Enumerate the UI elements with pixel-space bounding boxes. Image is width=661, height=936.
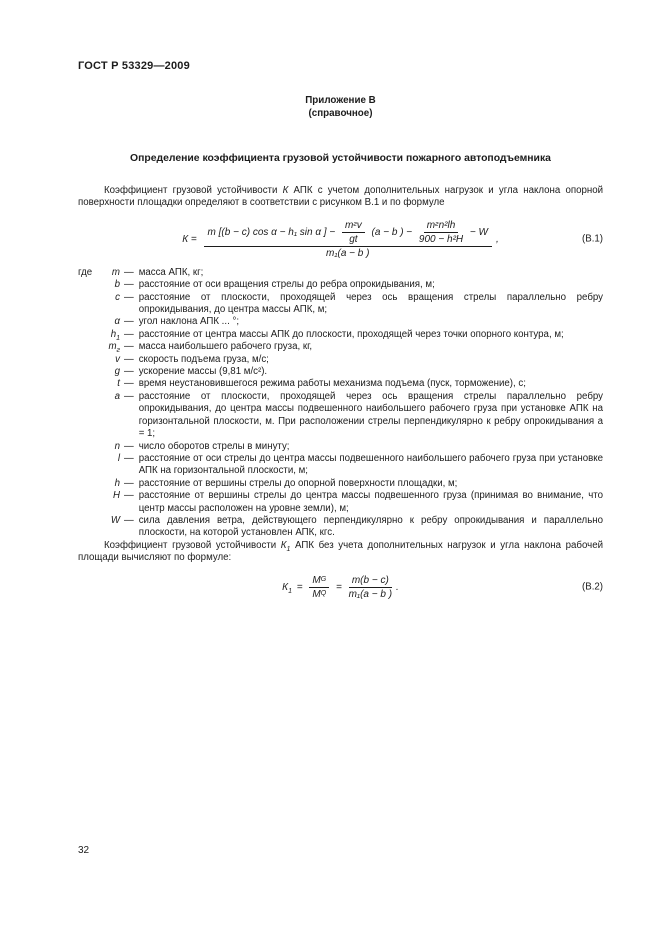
- b2-frac1-den-base: M: [312, 588, 321, 600]
- term-symbol: m: [111, 266, 120, 278]
- definitions-lead-empty: [78, 366, 102, 378]
- term-symbol: a: [114, 390, 120, 402]
- term-symbol: m: [108, 341, 117, 353]
- formula-b1-numerator: [204, 220, 492, 247]
- definition-term: [102, 478, 120, 490]
- formula-b2-fraction-2: [349, 575, 392, 600]
- term-symbol: h: [110, 328, 117, 340]
- definitions-lead-empty: [78, 292, 102, 317]
- formula-b1-inner-fraction-1: [342, 220, 365, 245]
- definition-row: [78, 316, 603, 328]
- definition-desc: расстояние от оси вращения стрелы до ребра опрокидывания, м;: [138, 279, 435, 291]
- definitions-lead-empty: [78, 378, 102, 390]
- formula-b1-frac1-num: m г v: [342, 220, 365, 233]
- formula-b1-between: (a − b ) −: [368, 226, 415, 238]
- term-symbol: g: [114, 366, 120, 378]
- definition-term: [102, 279, 120, 291]
- definition-row: [78, 329, 603, 341]
- formula-b1-frac1-den: gt: [349, 233, 358, 245]
- definitions-lead-empty: [78, 391, 102, 441]
- definition-row: [78, 378, 603, 390]
- term-symbol: H: [113, 490, 120, 502]
- formula-b2-lhs: [282, 582, 292, 593]
- term-sub: 1: [116, 334, 120, 342]
- definition-term: [102, 378, 120, 390]
- definition-row: [78, 478, 603, 490]
- definition-row: [78, 279, 603, 291]
- definitions-lead-empty: [78, 453, 102, 478]
- second-paragraph: [78, 540, 603, 565]
- definition-desc: масса наибольшего рабочего груза, кг,: [138, 341, 313, 353]
- formula-b2-frac1-den: M Q: [312, 588, 327, 600]
- appendix-label: Приложение В: [305, 95, 376, 106]
- definition-dash: —: [124, 353, 134, 365]
- definition-term: [102, 453, 120, 478]
- formula-b1-punct: ,: [495, 233, 499, 245]
- formula-b2-frac2-num: m(b − c): [349, 575, 392, 588]
- formula-b2-lhs-base: К: [282, 581, 289, 593]
- appendix-block: [78, 94, 603, 120]
- definition-dash: —: [124, 390, 134, 402]
- definition-term: [102, 354, 120, 366]
- term-symbol: l: [117, 452, 120, 464]
- definition-term: [102, 490, 120, 515]
- definition-row: [78, 292, 603, 317]
- definition-row: [78, 366, 603, 378]
- definition-row: [78, 441, 603, 453]
- term-symbol: v: [115, 353, 120, 365]
- definition-desc: скорость подъема груза, м/с;: [138, 353, 269, 365]
- definition-term: [102, 292, 120, 317]
- definition-desc: расстояние от плоскости, проходящей через ось вращения стрелы параллельно ребру опрокидывания, до центра массы АПК, м;: [138, 291, 603, 316]
- definition-dash: —: [124, 266, 134, 278]
- formula-b1-lhs: К =: [182, 233, 200, 245]
- formula-b2-frac2-den: m₁(a − b ): [348, 588, 393, 600]
- intro-text-before: Коэффициент грузовой устойчивости: [104, 185, 283, 196]
- definition-desc: расстояние от вершины стрелы до опорной поверхности площадки, м;: [138, 477, 458, 489]
- intro-text-after: АПК с учетом дополнительных нагрузок и угла наклона опорной поверхности площадки определяют в соответствии с рисунком В.1 и по формуле: [78, 185, 604, 209]
- intro-paragraph: [78, 185, 603, 210]
- formula-b1-frac2-num: m г n²lh: [424, 220, 458, 233]
- formula-b2-frac1-num: M G: [309, 575, 329, 588]
- definition-dash: —: [124, 291, 134, 303]
- para2-text-after: АПК без учета дополнительных нагрузок и угла наклона рабочей площади вычисляют по формуле:: [78, 539, 604, 564]
- definition-row: [78, 515, 603, 540]
- definition-row: [78, 453, 603, 478]
- formula-b2-eq2: =: [333, 581, 345, 593]
- formula-b1-inner-fraction-2: [419, 220, 463, 245]
- frac1-num-base: m: [344, 219, 354, 231]
- definition-desc: расстояние от вершины стрелы до центра массы подвешенного груза (принимая во внимание, что центр массы расположен на уровне земли), м;: [138, 490, 603, 514]
- definitions-lead-empty: [78, 279, 102, 291]
- formula-b2: [78, 575, 603, 600]
- definition-desc: ускорение массы (9,81 м/с²).: [138, 366, 268, 378]
- frac1-num-rest: v: [356, 219, 362, 231]
- term-symbol: b: [114, 279, 120, 291]
- definition-dash: —: [124, 440, 134, 452]
- page-title: Определение коэффициента грузовой устойчивости пожарного автоподъемника: [130, 153, 551, 164]
- term-symbol: W: [110, 514, 120, 526]
- definition-dash: —: [124, 514, 134, 526]
- formula-b1-frac2-den: 900 − h²H: [418, 233, 464, 245]
- definition-row: [78, 341, 603, 353]
- definition-desc: сила давления ветра, действующего перпендикулярно к ребру опрокидывания и параллельно плоскости, на которой установлен АПК, кгс.: [138, 514, 603, 539]
- appendix-note: (справочное): [308, 108, 373, 119]
- definitions-lead: где: [78, 266, 93, 278]
- definition-dash: —: [124, 328, 134, 340]
- formula-b2-lhs-sub: 1: [288, 587, 292, 595]
- formula-b1-num-lead: m [(b − c) cos α − h₁ sin α ] −: [207, 226, 338, 238]
- formula-b1-num-tail: − W: [467, 226, 488, 238]
- definition-dash: —: [124, 490, 134, 502]
- definition-row: [78, 354, 603, 366]
- formula-b2-eq1: =: [293, 581, 306, 593]
- definitions-lead-empty: [78, 441, 102, 453]
- term-symbol: α: [114, 316, 120, 328]
- formula-b1: [78, 220, 603, 259]
- term-sub: г: [116, 347, 120, 355]
- definition-dash: —: [124, 366, 134, 378]
- frac2-num-rest: n²lh: [438, 219, 456, 231]
- definition-term: [102, 341, 120, 353]
- definition-desc: масса АПК, кг;: [138, 266, 204, 278]
- definition-term: [102, 391, 120, 441]
- definition-term: [102, 267, 120, 279]
- definition-desc: число оборотов стрелы в минуту;: [138, 440, 290, 452]
- definitions-lead-empty: [78, 316, 102, 328]
- b2-frac1-num-base: M: [312, 574, 321, 586]
- definition-desc: расстояние от оси стрелы до центра массы подвешенного наибольшего рабочего груза при установке АПК на горизонтальной плоскости, м;: [138, 452, 603, 477]
- definition-term: [102, 515, 120, 540]
- definition-row: [78, 490, 603, 515]
- definitions-lead-empty: [78, 354, 102, 366]
- definition-dash: —: [124, 341, 134, 353]
- definition-dash: —: [124, 477, 134, 489]
- definition-dash: —: [124, 316, 134, 328]
- formula-b1-main-fraction: [204, 220, 492, 259]
- term-symbol: n: [114, 440, 120, 452]
- formula-b1-label: (В.1): [582, 233, 603, 245]
- term-symbol: t: [117, 378, 120, 390]
- definitions-lead-empty: [78, 329, 102, 341]
- definition-term: [102, 441, 120, 453]
- definitions-lead-empty: [78, 490, 102, 515]
- definition-desc: угол наклона АПК ... °;: [138, 316, 240, 328]
- definition-desc: время неустановившегося режима работы механизма подъема (пуск, торможение), с;: [138, 378, 526, 390]
- definition-term: [102, 316, 120, 328]
- para2-text-before: Коэффициент грузовой устойчивости: [104, 539, 281, 551]
- definition-dash: —: [124, 452, 134, 464]
- definition-term: [102, 329, 120, 341]
- definition-term: [102, 366, 120, 378]
- doc-number: ГОСТ Р 53329—2009: [78, 60, 190, 72]
- definitions-lead-empty: [78, 515, 102, 540]
- term-symbol: h: [114, 477, 120, 489]
- definitions-lead-empty: [78, 341, 102, 353]
- intro-k-symbol: К: [282, 185, 289, 196]
- definition-desc: расстояние от плоскости, проходящей через ось вращения стрелы параллельно ребру опрокидывания, до центра массы подвешенного наибольшего рабочего груза при установке АПК на горизонтальной плоскости, м. При расположении стрелы перпендикулярно к ребру опрокидывания a = 1;: [138, 390, 603, 440]
- definition-dash: —: [124, 378, 134, 390]
- formula-b2-punct: .: [396, 581, 399, 593]
- para2-k-sub: 1: [286, 545, 291, 553]
- para2-k-base: К: [280, 539, 287, 551]
- frac2-num-base: m: [426, 219, 436, 231]
- definition-row: [78, 267, 603, 279]
- formula-b1-denominator: m₁(a − b ): [326, 247, 370, 259]
- definitions-lead-empty: [78, 478, 102, 490]
- para2-k-symbol: [281, 540, 291, 551]
- definition-row: [78, 391, 603, 441]
- formula-b2-label: (В.2): [582, 581, 603, 593]
- definition-dash: —: [124, 279, 134, 291]
- formula-b2-fraction-1: [309, 575, 329, 600]
- definition-desc: расстояние от центра массы АПК до плоскости, проходящей через точки опорного контура, м;: [138, 328, 564, 340]
- term-symbol: c: [115, 291, 120, 303]
- definitions-list: [78, 267, 603, 540]
- page-number: 32: [78, 845, 90, 856]
